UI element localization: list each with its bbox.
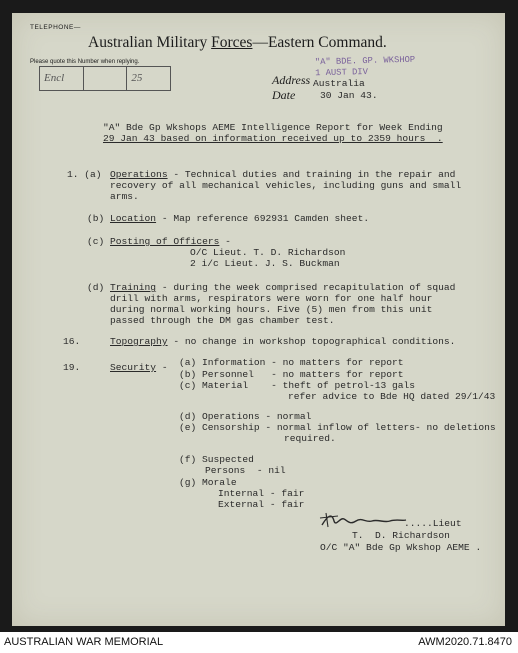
address-label: Address bbox=[272, 73, 311, 87]
operations-label: Operations bbox=[110, 169, 168, 180]
signature-rank: .....Lieut bbox=[404, 518, 462, 529]
date-label: Date bbox=[272, 88, 296, 102]
security-c-cont: refer advice to Bde HQ dated 29/1/43 bbox=[288, 391, 496, 402]
posting-dash: - bbox=[219, 236, 231, 247]
security-e: (e) Censorship - normal inflow of letters- no deletions bbox=[179, 422, 496, 433]
operations-line-1 bbox=[110, 169, 455, 180]
item-letter-c: (c) bbox=[87, 236, 105, 247]
security-a: (a) Information - no matters for report bbox=[179, 357, 404, 368]
operations-text-1: - Technical duties and training in the repair and bbox=[167, 169, 456, 180]
handwritten-signature bbox=[318, 509, 408, 531]
item-number-19: 19. bbox=[63, 362, 81, 373]
stamp-line-1: "A" BDE. GP. WKSHOP bbox=[314, 54, 416, 68]
title-part-1: Australian Military bbox=[88, 34, 212, 51]
security-d: (d) Operations - normal bbox=[179, 411, 312, 422]
topography-text: - no change in workshop topographical conditions. bbox=[167, 336, 456, 347]
location-line bbox=[110, 213, 369, 224]
ref-cell-1: Encl bbox=[40, 67, 84, 90]
operations-line-3: arms. bbox=[110, 191, 139, 202]
security-c: (c) Material - theft of petrol-13 gals bbox=[179, 380, 416, 391]
posting-line bbox=[110, 236, 231, 247]
signatory-title: O/C "A" Bde Gp Wkshop AEME . bbox=[320, 542, 482, 553]
security-heading bbox=[110, 362, 173, 373]
topography-label: Topography bbox=[110, 336, 168, 347]
address-value: Australia bbox=[313, 78, 365, 89]
security-e-cont: required. bbox=[284, 433, 336, 444]
footer-accession: AWM2020.71.8470 bbox=[418, 636, 512, 648]
training-line-1 bbox=[110, 282, 455, 293]
security-g-internal: Internal - fair bbox=[218, 488, 305, 499]
archive-footer bbox=[0, 632, 518, 653]
item-number-16: 16. bbox=[63, 336, 81, 347]
security-b: (b) Personnel - no matters for report bbox=[179, 369, 404, 380]
officer-2: 2 i/c Lieut. J. S. Buckman bbox=[190, 258, 340, 269]
title-part-3: —Eastern Command. bbox=[252, 34, 387, 51]
security-f: (f) Suspected bbox=[179, 454, 254, 465]
security-f-cont: Persons - nil bbox=[205, 465, 286, 476]
security-g-external: External - fair bbox=[218, 499, 305, 510]
item-letter-d: (d) bbox=[87, 282, 105, 293]
training-line-4: passed through the DM gas chamber test. bbox=[110, 315, 335, 326]
training-line-3: during normal working hours. Five (5) men from this unit bbox=[110, 304, 433, 315]
operations-line-2: recovery of all mechanical vehicles, including guns and small bbox=[110, 180, 462, 191]
quote-note: Please quote this Number when replying. bbox=[30, 59, 140, 65]
stamp-line-2: 1 AUST DIV bbox=[315, 66, 369, 79]
training-label: Training bbox=[110, 282, 157, 293]
title-part-2: Forces bbox=[211, 34, 253, 51]
training-line-2: drill with arms, respirators were worn for one half hour bbox=[110, 293, 433, 304]
ref-cell-3: 25 bbox=[131, 72, 143, 84]
report-title-line-2: 29 Jan 43 based on information received up to 2359 hours . bbox=[103, 133, 443, 144]
posting-label: Posting of Officers bbox=[110, 236, 220, 247]
topography-line bbox=[110, 336, 455, 347]
item-number-1a: 1. (a) bbox=[67, 169, 102, 180]
location-label: Location bbox=[110, 213, 157, 224]
location-text: - Map reference 692931 Camden sheet. bbox=[156, 213, 370, 224]
security-g: (g) Morale bbox=[179, 477, 237, 488]
reference-box bbox=[39, 66, 171, 91]
item-letter-b: (b) bbox=[87, 213, 105, 224]
unit-stamp bbox=[315, 55, 416, 80]
security-dash: - bbox=[156, 362, 174, 373]
telephone-label: TELEPHONE— bbox=[30, 24, 81, 31]
letterhead-title bbox=[88, 34, 387, 52]
report-title-line-1: "A" Bde Gp Wkshops AEME Intelligence Report for Week Ending bbox=[103, 122, 443, 133]
signatory-name: T. D. Richardson bbox=[352, 530, 450, 541]
training-text-1: - during the week comprised recapitulation of squad bbox=[156, 282, 456, 293]
date-value: 30 Jan 43. bbox=[320, 90, 378, 101]
officer-1: O/C Lieut. T. D. Richardson bbox=[190, 247, 346, 258]
ref-cell-2 bbox=[84, 67, 128, 90]
footer-institution: AUSTRALIAN WAR MEMORIAL bbox=[4, 636, 164, 648]
security-label: Security bbox=[110, 362, 157, 373]
